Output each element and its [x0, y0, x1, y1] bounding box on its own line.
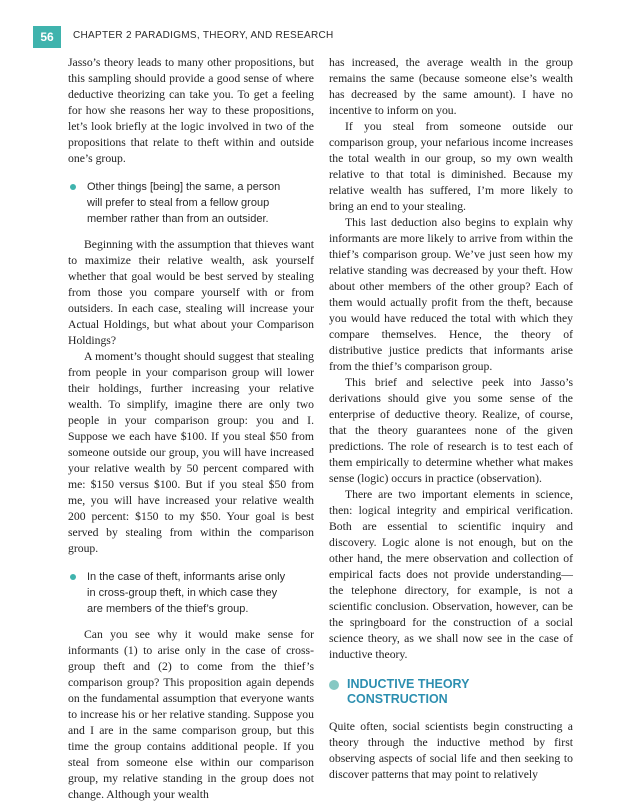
paragraph: If you steal from someone outside our comparison group, your nefarious income increases the total wealth in our group, so my own wealth relative to that total is diminished. Because my relative wealth has suffered, I’m more likely to bring an end to your stealing. [329, 120, 573, 213]
bullet-proposition [68, 569, 314, 617]
right-column [329, 55, 573, 783]
paragraph: A moment’s thought should suggest that stealing from people in your comparison group will lower their holdings, further increasing your relative wealth. To simplify, imagine there are only two people in your comparison group: you and I. Suppose we each have $100. If you steal $50 from someone outside our group, you will have increased your relative wealth by 50 percent compared with me: $150 versus $100. But if you steal $50 from me, you will have increased your relative wealth 200 percent: $150 to my $50. Your goal is best served by stealing from within the comparison group. [68, 350, 314, 555]
section-heading [329, 677, 573, 707]
bullet-text: In the case of theft, informants arise only in cross-group theft, in which case they are members of the thief’s group. [87, 571, 286, 615]
bullet-text: Other things [being] the same, a person will prefer to steal from a fellow group member rather than from an outsider. [87, 181, 281, 225]
paragraph: This last deduction also begins to explain why informants are more likely to arrive from within the thief’s comparison group. We’ve just seen how my relative standing was decreased by your theft. How about other members of the other group? Each of them would actually profit from the theft, because you would have reduced the total with which they compare themselves. Hence, the theory of distributive justice predicts that informants arise from the thief’s comparison group. [329, 216, 573, 373]
paragraph: Beginning with the assumption that thieves want to maximize their relative wealth, ask yourself whether that goal would be best served by stealing from those you compare yourself with or from outsiders. In each case, stealing will increase your Actual Holdings, but what about your Comparison Holdings? [68, 238, 314, 347]
bullet-proposition [68, 179, 314, 227]
bullet-dot-icon [70, 574, 76, 580]
bullet-dot-icon [70, 184, 76, 190]
left-column [68, 55, 314, 803]
paragraph: has increased, the average wealth in the group remains the same (because someone else’s wealth has decreased by the same amount). I have no incentive to inform on you. [329, 56, 573, 117]
heading-dot-icon [329, 680, 339, 690]
paragraph: Jasso’s theory leads to many other propositions, but this sampling should provide a good sense of where deductive theorizing can take you. To get a feeling for how she reasons her way to these propositions, let’s look briefly at the logic involved in two of the propositions that relate to theft within and outside one’s group. [68, 56, 314, 165]
paragraph: Can you see why it would make sense for informants (1) to arise only in the case of cross-group theft and (2) to come from the thief’s comparison group? This proposition again depends on the fundamental assumption that everyone wants to increase his or her relative standing. Suppose you and I are in the same comparison group, but this time the group contains additional people. If you steal from someone else within our comparison group, my relative standing in the group does not change. Although your wealth [68, 628, 314, 801]
paragraph: There are two important elements in science, then: logical integrity and empirical verification. Both are essential to scientific inquiry and discovery. Logic alone is not enough, but on the other hand, the mere observation and collection of empirical facts does not provide understanding—the telephone directory, for example, is not a scientific conclusion. Observation, however, can be the springboard for the construction of a social science theory, as we shall now see in the case of inductive theory. [329, 488, 573, 661]
paragraph: This brief and selective peek into Jasso’s derivations should give you some sense of the enterprise of deductive theory. Realize, of course, that the theory guarantees none of the given predictions. The role of research is to test each of them empirically to determine whether what makes sense (logic) occurs in practice (observation). [329, 376, 573, 485]
section-heading-text: INDUCTIVE THEORY CONSTRUCTION [347, 677, 470, 706]
paragraph: Quite often, social scientists begin constructing a theory through the inductive method by first observing aspects of social life and then seeking to discover patterns that may point to relatively [329, 720, 573, 781]
page-number: 56 [33, 26, 61, 48]
running-head: CHAPTER 2 PARADIGMS, THEORY, AND RESEARCH [73, 30, 334, 41]
